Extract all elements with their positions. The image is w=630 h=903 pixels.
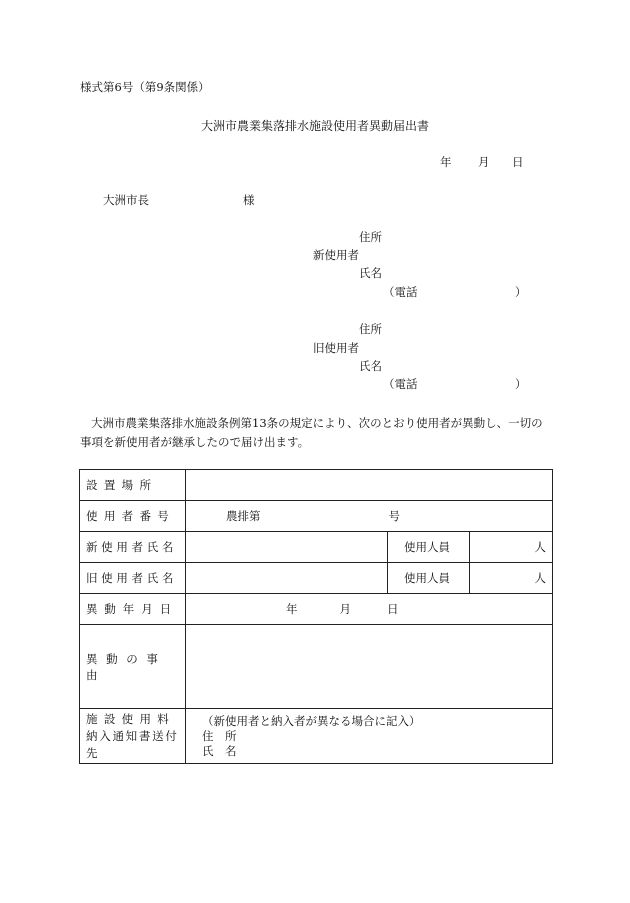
row-new-user [80,532,553,563]
old-user-count-unit: 人 [534,571,547,585]
user-number-prefix: 農排第 [226,509,261,523]
date-year-label: 年 [440,155,452,169]
row-install-location [80,470,553,501]
user-number-field[interactable] [186,501,553,532]
old-user-count-field[interactable] [470,563,553,594]
new-user-name-field[interactable] [186,532,388,563]
new-user-label: 新使用者 [313,248,359,262]
body-text: 大洲市農業集落排水施設条例第13条の規定により、次のとおり使用者が異動し、一切の事項を新使用者が継承したので届け出ます。 [80,416,543,449]
new-user-phone-close: ） [515,285,527,299]
row-change-date [80,594,553,625]
old-user-phone-close: ） [515,377,527,391]
old-user-label: 旧使用者 [313,341,359,355]
old-user-address-label: 住所 [359,322,382,336]
change-date-day: 日 [387,602,399,616]
new-user-count-field[interactable] [470,532,553,563]
new-user-phone-label: （電話 [383,285,418,299]
new-user-name-label: 氏名 [359,266,382,280]
addressee-honorific: 様 [243,193,255,207]
fee-notice-note: （新使用者と納入者が異なる場合に記入） [202,713,421,728]
user-number-suffix: 号 [388,509,400,523]
document-title: 大洲市農業集落排水施設使用者異動届出書 [200,119,429,133]
install-location-label: 設置場所 [80,470,186,501]
form-number: 様式第6号（第9条関係） [80,80,210,94]
old-user-name-label: 氏名 [359,359,382,373]
date-day-label: 日 [512,155,524,169]
change-date-label: 異動年月日 [80,594,186,625]
change-date-month: 月 [339,602,351,616]
old-user-phone-label: （電話 [383,377,418,391]
change-reason-field[interactable] [186,625,553,709]
fee-notice-address-label: 住 所 [202,728,237,743]
new-user-name-cell-label: 新使用者氏名 [80,532,186,563]
fee-notice-label [80,709,186,764]
row-fee-notice [80,709,553,764]
fee-notice-name-label: 氏 名 [202,743,237,758]
user-number-label: 使用者番号 [80,501,186,532]
old-user-name-cell-label: 旧使用者氏名 [80,563,186,594]
row-user-number [80,501,553,532]
fee-notice-field[interactable] [186,709,553,764]
form-table [79,469,553,764]
change-date-year: 年 [286,602,298,616]
date-month-label: 月 [478,155,490,169]
change-reason-label: 異動の事由 [80,625,186,709]
install-location-field[interactable] [186,470,553,501]
new-user-address-label: 住所 [359,230,382,244]
old-user-name-field[interactable] [186,563,388,594]
new-user-count-label: 使用人員 [388,532,470,563]
fee-notice-label-line1: 施設使用料 [86,711,176,726]
old-user-count-label: 使用人員 [388,563,470,594]
row-change-reason [80,625,553,709]
fee-notice-label-line2: 納入通知書送付先 [86,728,179,760]
addressee-name: 大洲市長 [103,193,149,207]
change-date-field[interactable] [186,594,553,625]
new-user-count-unit: 人 [534,540,547,554]
row-old-user [80,563,553,594]
